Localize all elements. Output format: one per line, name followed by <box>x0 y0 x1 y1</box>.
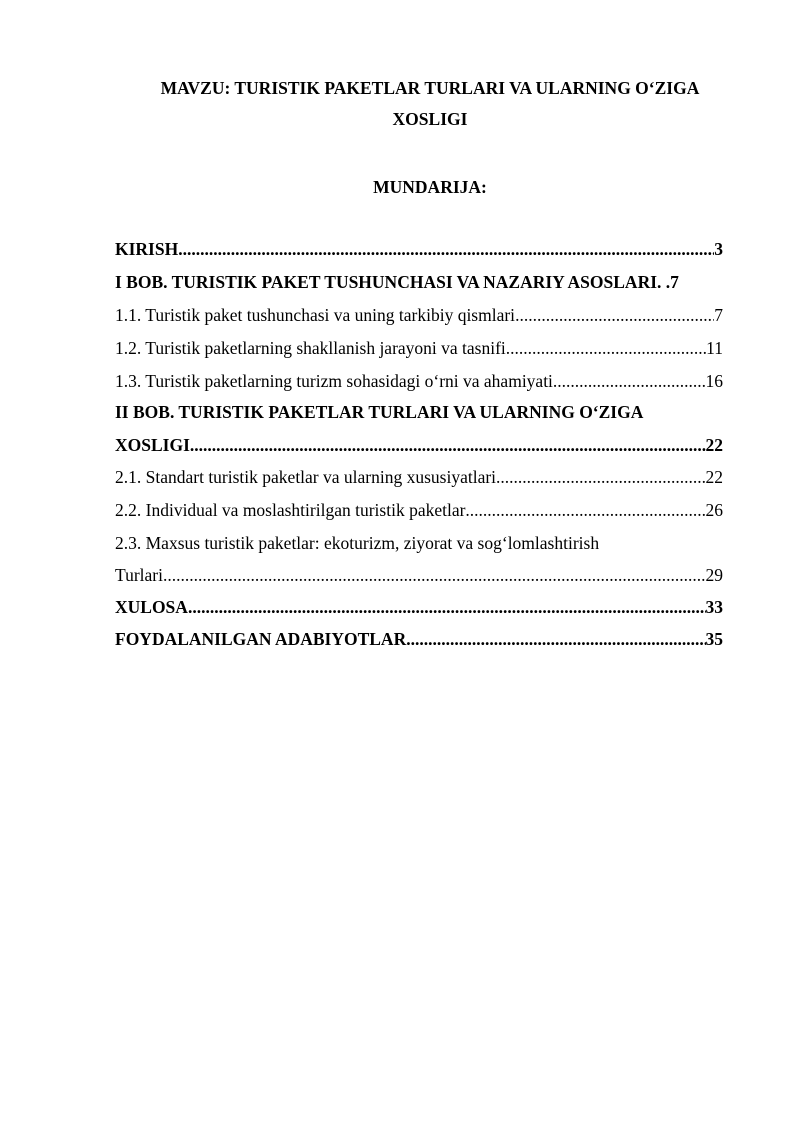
toc-entry-2-2 <box>115 498 723 522</box>
toc-dot-leader <box>515 303 714 327</box>
toc-entry-1-2 <box>115 336 723 360</box>
toc-entry-adabiyotlar <box>115 627 723 651</box>
toc-page-number: 22 <box>705 435 723 455</box>
toc-entry-label: 2.2. Individual va moslashtirilgan turistik paketlar <box>115 500 466 520</box>
toc-entry-label: KIRISH <box>115 239 179 259</box>
toc-entry-label: Turlari <box>115 565 163 585</box>
toc-page-number: 11 <box>706 338 723 358</box>
toc-entry-label: 1.3. Turistik paketlarning turizm sohasidagi o‘rni va ahamiyati <box>115 371 553 391</box>
toc-entry-xulosa <box>115 595 723 619</box>
toc-dot-leader <box>190 433 706 457</box>
toc-page-number: 3 <box>714 239 723 259</box>
toc-dot-leader <box>163 563 706 587</box>
toc-entry-chapter-2-line-1 <box>115 400 723 424</box>
toc-page-number: 22 <box>705 467 723 487</box>
toc-page-number: 26 <box>705 500 723 520</box>
toc-dot-leader <box>178 237 714 261</box>
document-title-line-2: XOSLIGI <box>392 109 468 129</box>
toc-heading: MUNDARIJA: <box>373 177 487 197</box>
toc-dot-leader <box>506 336 706 360</box>
toc-page-number: 35 <box>705 629 723 649</box>
toc-entry-label: XULOSA <box>115 597 188 617</box>
toc-page-number: 29 <box>705 565 723 585</box>
document-title-line-1: MAVZU: TURISTIK PAKETLAR TURLARI VA ULARNING O‘ZIGA <box>160 78 700 98</box>
toc-entry-label: 2.1. Standart turistik paketlar va ularning xususiyatlari <box>115 467 497 487</box>
toc-dot-leader <box>553 369 706 393</box>
toc-page-number: 16 <box>705 371 723 391</box>
toc-dot-leader <box>496 465 705 489</box>
toc-page-number: 7 <box>714 305 723 325</box>
toc-dot-leader <box>188 595 706 619</box>
toc-entry-2-3-line-1 <box>115 531 723 555</box>
toc-page-number: 7 <box>670 272 679 292</box>
toc-entry-1-1 <box>115 303 723 327</box>
toc-entry-kirish <box>115 237 723 261</box>
toc-entry-label: 1.2. Turistik paketlarning shakllanish jarayoni va tasnifi <box>115 338 506 358</box>
toc-entry-label: II BOB. TURISTIK PAKETLAR TURLARI VA ULARNING O‘ZIGA <box>115 402 644 422</box>
toc-entry-label: XOSLIGI <box>115 435 190 455</box>
toc-entry-chapter-2-line-2 <box>115 433 723 457</box>
toc-entry-1-3 <box>115 369 723 393</box>
toc-entry-chapter-1 <box>115 270 723 294</box>
toc-entry-label: 2.3. Maxsus turistik paketlar: ekoturizm, ziyorat va sog‘lomlashtirish <box>115 533 600 553</box>
toc-dot-leader <box>465 498 705 522</box>
toc-entry-label: FOYDALANILGAN ADABIYOTLAR <box>115 629 407 649</box>
toc-page-number: 33 <box>705 597 723 617</box>
toc-entry-label: I BOB. TURISTIK PAKET TUSHUNCHASI VA NAZARIY ASOSLARI. . <box>115 272 671 292</box>
toc-entry-2-1 <box>115 465 723 489</box>
toc-entry-2-3-line-2 <box>115 563 723 587</box>
toc-dot-leader <box>406 627 705 651</box>
toc-entry-label: 1.1. Turistik paket tushunchasi va uning tarkibiy qismlari <box>115 305 516 325</box>
